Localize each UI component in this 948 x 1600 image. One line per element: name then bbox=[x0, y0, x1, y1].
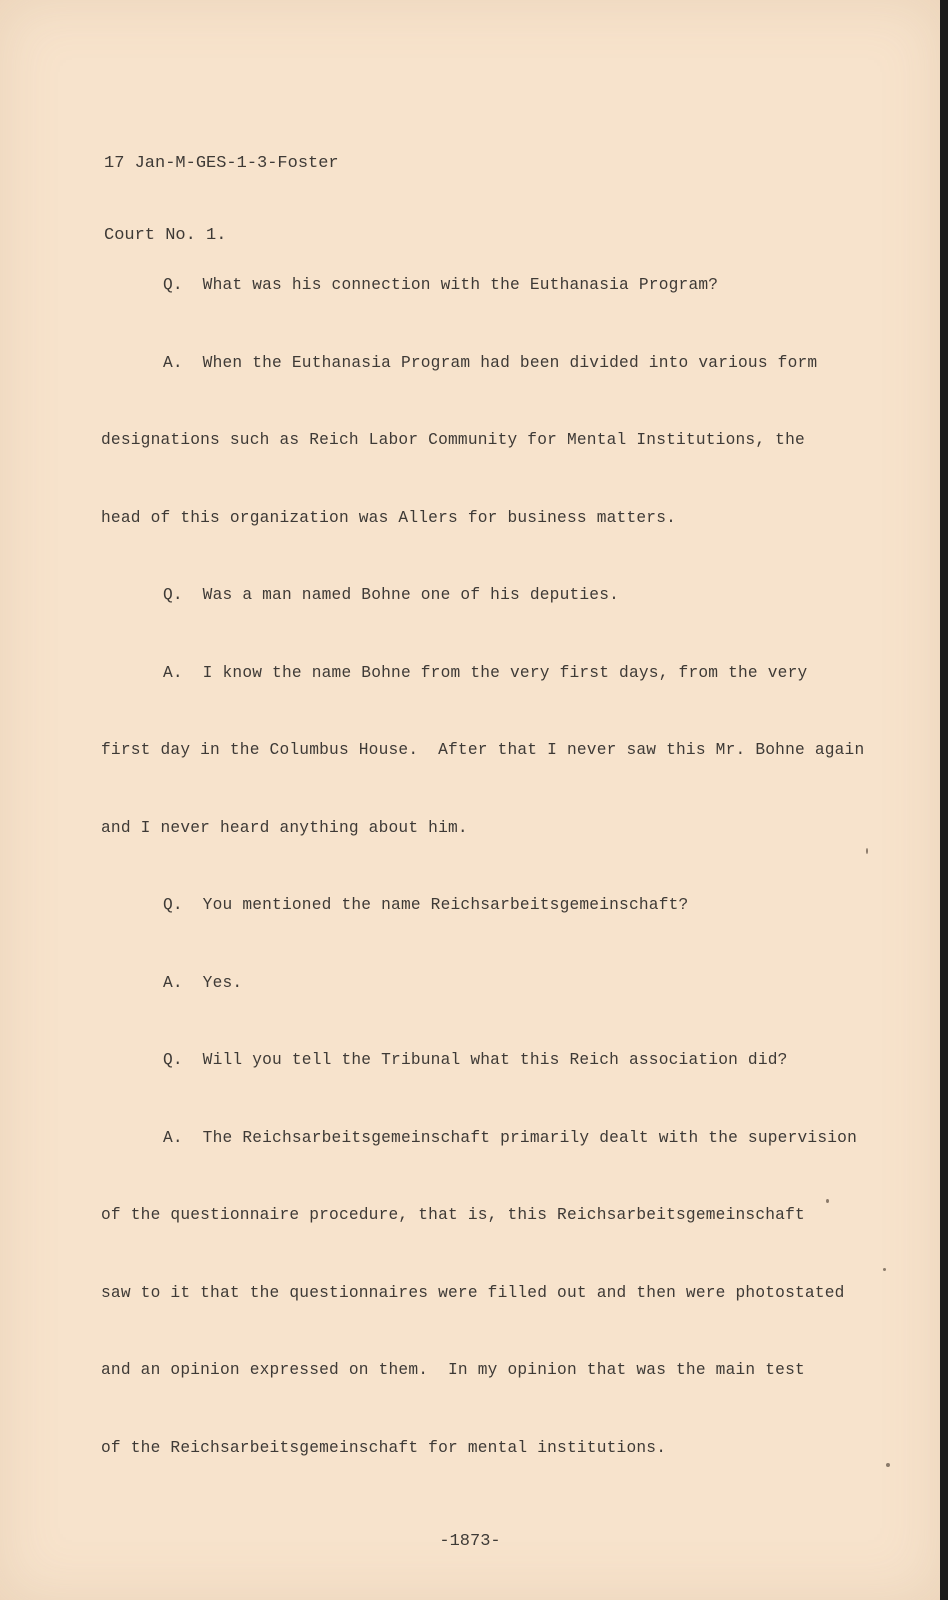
transcript-line: head of this organization was Allers for business matters. bbox=[101, 508, 677, 527]
transcript-line: first day in the Columbus House. After that I never saw this Mr. Bohne again bbox=[101, 741, 865, 759]
transcript-line: and I never heard anything about him. bbox=[101, 818, 468, 837]
paper-speck bbox=[866, 848, 868, 854]
paper-speck bbox=[883, 1268, 886, 1271]
header-session-line: 17 Jan-M-GES-1-3-Foster bbox=[104, 154, 339, 173]
page-number: -1873- bbox=[439, 1532, 501, 1551]
transcript-line: Q. You mentioned the name Reichsarbeitsgemeinschaft? bbox=[163, 896, 689, 914]
transcript-line: saw to it that the questionnaires were filled out and then were photostated bbox=[101, 1283, 845, 1302]
transcript-line: Q. Will you tell the Tribunal what this Reich association did? bbox=[163, 1051, 788, 1069]
transcript-line: A. Yes. bbox=[163, 973, 243, 992]
transcript-body bbox=[101, 229, 931, 1505]
transcript-line: and an opinion expressed on them. In my opinion that was the main test bbox=[101, 1361, 805, 1379]
transcript-line: A. The Reichsarbeitsgemeinschaft primarily dealt with the supervision bbox=[163, 1128, 857, 1147]
paper-speck bbox=[886, 1463, 890, 1467]
transcript-line: A. When the Euthanasia Program had been divided into various form bbox=[163, 353, 818, 372]
scan-edge bbox=[940, 0, 948, 1600]
transcript-line: A. I know the name Bohne from the very first days, from the very bbox=[163, 663, 808, 682]
paper-speck bbox=[826, 1199, 829, 1203]
transcript-line: Q. Was a man named Bohne one of his deputies. bbox=[163, 586, 620, 604]
transcript-line: Q. What was his connection with the Euthanasia Program? bbox=[163, 276, 719, 294]
transcript-line: of the questionnaire procedure, that is, this Reichsarbeitsgemeinschaft bbox=[101, 1206, 805, 1224]
header-court-line: Court No. 1. bbox=[104, 226, 227, 245]
transcript-line: of the Reichsarbeitsgemeinschaft for mental institutions. bbox=[101, 1438, 667, 1457]
transcript-line: designations such as Reich Labor Community for Mental Institutions, the bbox=[101, 431, 805, 449]
